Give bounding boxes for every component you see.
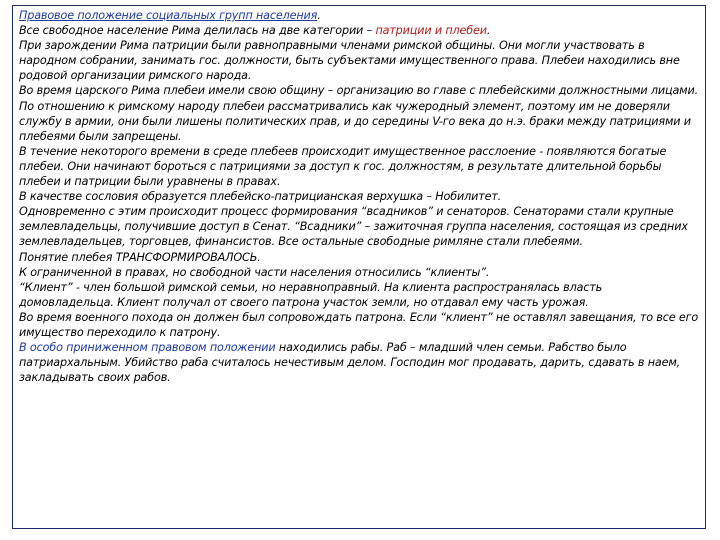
heading-link[interactable]: Правовое положение социальных групп населения	[19, 9, 318, 22]
document-body	[19, 8, 699, 385]
paragraph-categories-text: Все свободное население Рима делилась на две категории –	[19, 24, 376, 38]
highlight-slaves-position: В особо приниженном правовом положении	[19, 341, 276, 355]
highlight-patricians-plebeians: патриции и плебеи	[375, 24, 487, 38]
paragraph-royal-rome: Во время царского Рима плебеи имели свою общину – организацию во главе с плебейскими должностными лицами. По отношению к римскому народу плебеи рассматривались как чужеродный элемент, поэтому им не доверяли службу в армии, они были лишены политических прав, и до середины V-го века до н.э. браки между патрициями и плебеями были запрещены.	[19, 84, 698, 143]
paragraph-nobility: В качестве сословия образуется плебейско-патрицианская верхушка – Нобилитет.	[19, 190, 502, 204]
paragraph-categories-end: .	[486, 24, 491, 38]
heading-line	[19, 8, 699, 23]
paragraph-clients-intro: К ограниченной в правах, но свободной части населения относились “клиенты”.	[19, 265, 490, 279]
paragraph-equestrians: Одновременно с этим происходит процесс формирования “всадников” и сенаторов. Сенаторами стали крупные землевладельцы, получившие доступ в Сенат. “Всадники” – зажиточная группа населения, состоящая из средних землевладельцев, торговцев, финансистов. Все остальные свободные римляне стали плебеями.	[19, 205, 688, 249]
paragraph-client-definition: “Клиент” - член большой римской семьи, но неравноправный. На клиента распространялась власть домовладельца. Клиент получал от своего патрона участок земли, но отдавал ему часть урожая.	[19, 280, 603, 309]
paragraph-transformation: Понятие плебея ТРАНСФОРМИРОВАЛОСЬ.	[19, 250, 261, 264]
paragraph-slaves-text: находились рабы. Раб – младший член семьи. Рабство было патриархальным. Убийство раба считалось нечестивым делом. Господин мог продавать, дарить, сдавать в наем, закладывать своих рабов.	[19, 341, 681, 385]
paragraph-stratification: В течение некоторого времени в среде плебеев происходит имущественное расслоение - появляются богатые плебеи. Они начинают бороться с патрициями за доступ к гос. должностям, в результате длительной борьбы плебеи и патриции были уравнены в правах.	[19, 144, 667, 189]
paragraph-origin: При зарождении Рима патриции были равноправными членами римской общины. Они могли участвовать в народном собрании, занимать гос. должности, быть субъектами имущественного права. Плебеи находились вне родовой организации римского народа.	[19, 39, 680, 83]
paragraph-slaves	[19, 340, 699, 385]
paragraph-categories	[19, 23, 699, 38]
heading-suffix: .	[317, 9, 321, 22]
paragraph-military-campaign: Во время военного похода он должен был сопровождать патрона. Если “клиент” не оставлял завещания, то все его имущество переходило к патрону.	[19, 310, 699, 339]
